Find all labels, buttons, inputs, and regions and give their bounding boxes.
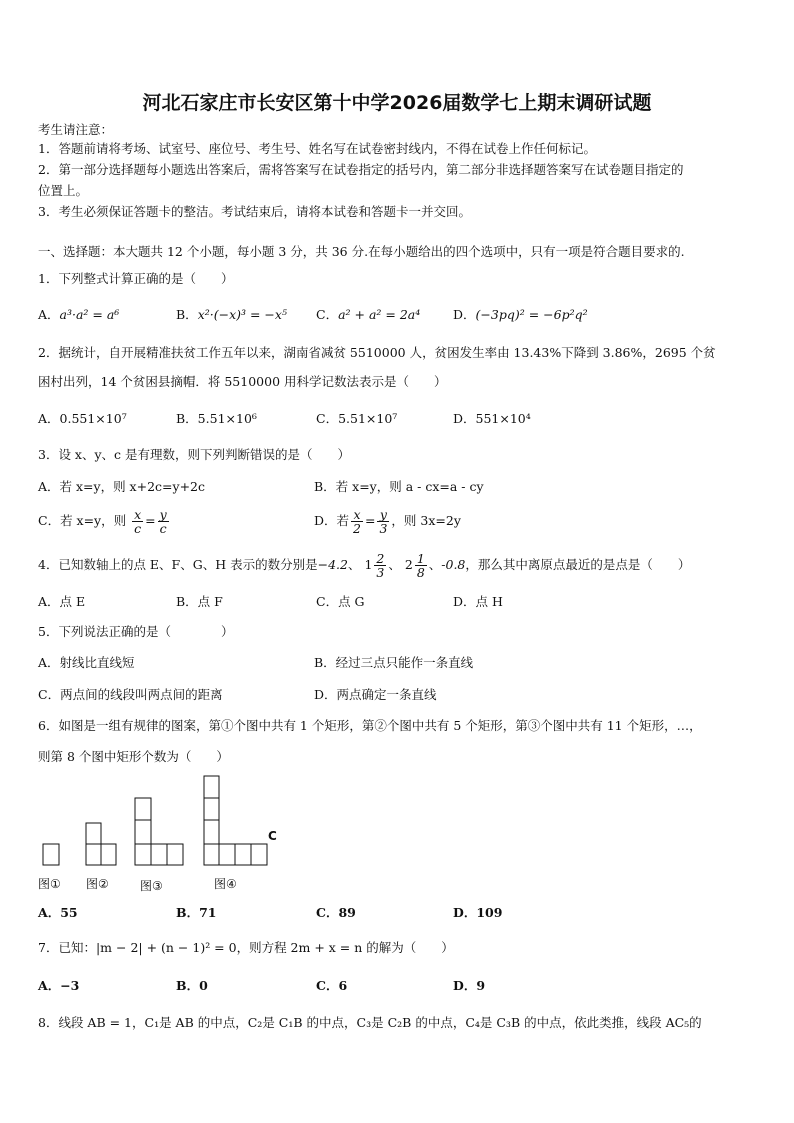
q4-whole-3: 2 [404,557,413,572]
fig4-cell [219,844,235,865]
fig1-cell [43,844,59,865]
q1-a-formula: a³·a² = a⁶ [59,307,120,322]
denominator: 3 [379,521,388,536]
option-letter: C． [316,307,339,322]
fig-label-2: 图② [86,877,109,891]
q4-option-a[interactable]: A．点 E [38,594,86,609]
fraction [132,508,143,535]
q4-value-4: -0.8 [441,557,466,572]
numerator: y [377,508,389,522]
q3-option-d[interactable] [314,508,461,535]
q6-line-1: 6．如图是一组有规律的图案，第①个图中共有 1 个矩形，第②个图中共有 5 个矩形，第③个图中共有 11 个矩形，…， [38,718,702,733]
q3-option-c[interactable] [38,508,171,535]
q7-stem: 7．已知：|m − 2| + (n − 1)² = 0，则方程 2m + x = n 的解为（ ） [38,940,454,955]
numerator: 2 [376,551,385,566]
q7-option-a[interactable]: A．−3 [38,978,80,993]
q1-option-b[interactable] [176,307,287,323]
q5-option-b[interactable]: B．经过三点只能作一条直线 [314,655,474,670]
fig4-cell [204,798,219,820]
fraction [351,508,363,535]
fig4-cell [204,776,219,798]
option-letter: D． [453,307,476,322]
q1-b-formula: x²·(−x)³ = −x⁵ [197,307,287,322]
q1-c-formula: a² + a² = 2a⁴ [338,307,421,322]
section-heading: 一、选择题：本大题共 12 个小题，每小题 3 分，共 36 分.在每小题给出的四个选项中，只有一项是符合题目要求的. [38,244,685,259]
fig4-cell [235,844,251,865]
fig4-cell [204,844,219,865]
q4-option-c[interactable]: C．点 G [316,594,365,609]
numerator: x [134,507,142,522]
q4-option-b[interactable]: B．点 F [176,594,223,609]
q2-option-b[interactable]: B．5.51×10⁶ [176,411,257,426]
denominator: 3 [376,565,385,580]
q6-option-c[interactable]: C．89 [316,905,356,920]
separator: 、 [428,557,442,572]
q2-line-1: 2．据统计，自开展精准扶贫工作五年以来，湖南省减贫 5510000 人，贫困发生率由 13.43%下降到 3.86%，2695 个贫 [38,345,716,360]
notice-item-1: 1．答题前请将考场、试室号、座位号、考生号、姓名写在试卷密封线内，不得在试卷上作任何标记。 [38,141,596,156]
rectangle-pattern-figure [38,772,298,894]
q7-option-d[interactable]: D．9 [453,978,486,993]
q5-option-a[interactable]: A．射线比直线短 [38,655,135,670]
q1-d-formula: (−3pq)² = −6p²q² [475,307,588,322]
numerator: 1 [416,551,425,566]
q1-stem: 1．下列整式计算正确的是（ ） [38,271,234,286]
separator: 、 [347,557,361,572]
numerator: y [159,507,167,522]
option-text: ，则 3x=2y [391,513,461,528]
fraction [415,552,427,579]
notice-item-2-cont: 位置上。 [38,183,89,198]
page-title: 河北石家庄市长安区第十中学2026届数学七上期末调研试题 [142,92,652,114]
q2-option-a[interactable]: A．0.551×10⁷ [38,411,127,426]
option-letter: B． [176,307,198,322]
q1-option-c[interactable] [316,307,420,323]
fig3-cell [135,798,151,820]
q6-option-b[interactable]: B．71 [176,905,217,920]
q6-line-2: 则第 8 个图中矩形个数为（ ） [38,749,229,764]
notice-heading: 考生请注意： [38,122,114,137]
equals-sign: = [145,513,156,528]
fig3-cell [167,844,183,865]
q5-stem: 5．下列说法正确的是（ ） [38,624,234,639]
fig3-cell [135,820,151,844]
fig3-cell [135,844,151,865]
option-letter: A． [38,307,60,322]
notice-item-3: 3．考生必须保证答题卡的整洁。考试结束后，请将本试卷和答题卡一并交回。 [38,204,471,219]
fig2-cell [86,844,101,865]
q2-option-d[interactable]: D．551×10⁴ [453,411,531,426]
separator: 、 [388,557,401,572]
q3-option-b[interactable]: B．若 x=y，则 a - cx=a - cy [314,479,484,494]
fig2-cell [86,823,101,844]
q1-option-a[interactable] [38,307,119,323]
option-text: D．若 [314,513,350,528]
q4-stem [38,552,690,579]
q6-option-d[interactable]: D．109 [453,905,503,920]
denominator: 8 [416,565,425,580]
q5-option-c[interactable]: C．两点间的线段叫两点间的距离 [38,687,223,702]
q7-option-b[interactable]: B．0 [176,978,208,993]
q4-value-1: −4.2 [317,557,348,572]
fig-label-1: 图① [38,877,61,891]
q3-stem: 3．设 x、y、c 是有理数，则下列判断错误的是（ ） [38,447,351,462]
fig-label-4: 图④ [214,877,237,891]
fig-label-3: 图③ [140,879,163,893]
fraction [158,508,169,535]
q2-line-2: 困村出列，14 个贫困县摘帽．将 5510000 用科学记数法表示是（ ） [38,374,447,389]
fig2-cell [101,844,116,865]
fig4-cell [204,820,219,844]
fig3-cell [151,844,167,865]
denominator: c [159,521,167,536]
fraction [377,508,389,535]
fig-extra-label: C [268,829,277,843]
denominator: c [134,521,142,536]
q7-option-c[interactable]: C．6 [316,978,348,993]
q8-stem: 8．线段 AB = 1，C₁是 AB 的中点，C₂是 C₁B 的中点，C₃是 C₂B 的中点，C₄是 C₃B 的中点，依此类推，线段 AC₅的 [38,1015,702,1030]
q2-option-c[interactable]: C．5.51×10⁷ [316,411,398,426]
fig4-cell [251,844,267,865]
q3-option-a[interactable]: A．若 x=y，则 x+2c=y+2c [38,479,205,494]
numerator: x [351,508,363,522]
denominator: 2 [353,521,361,536]
equals-sign: = [364,513,376,528]
notice-item-2: 2．第一部分选择题每小题选出答案后，需将答案写在试卷指定的括号内，第二部分非选择题答案写在试卷题目指定的 [38,162,684,177]
q5-option-d[interactable]: D．两点确定一条直线 [314,687,437,702]
q6-option-a[interactable]: A．55 [38,905,78,920]
option-text: C．若 x=y，则 [38,513,127,528]
q1-option-d[interactable] [453,307,588,323]
q4-stem-tail: ，那么其中离原点最近的是点是（ ） [465,557,691,572]
q4-whole-2: 1 [364,557,373,572]
q4-stem-text: 4．已知数轴上的点 E、F、G、H 表示的数分别是 [38,557,318,572]
q4-option-d[interactable]: D．点 H [453,594,503,609]
fraction [374,552,386,579]
